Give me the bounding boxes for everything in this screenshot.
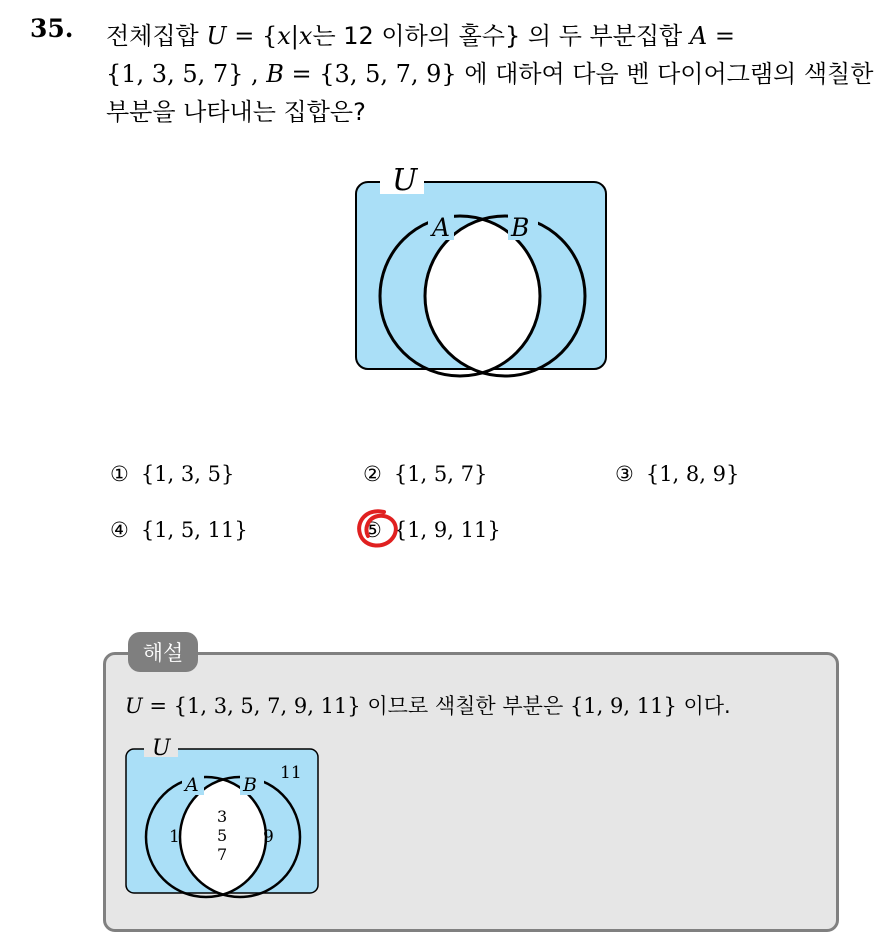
choice-4[interactable] — [110, 518, 248, 542]
answer-circle-mark — [354, 506, 400, 552]
choice-2[interactable] — [363, 462, 487, 486]
q1-suffix: 의 두 부분집합 — [520, 22, 690, 50]
q1-A: A — [689, 22, 708, 50]
set-a-label: A — [432, 213, 451, 242]
q1-U: U — [206, 22, 227, 50]
choice-3[interactable] — [615, 462, 739, 486]
q2-setB: = {3, 5, 7, 9} — [283, 60, 457, 88]
problem-number: 35. — [30, 14, 74, 43]
solution-tag: 해설 — [128, 632, 198, 672]
q2-B: B — [266, 60, 284, 88]
q1-x: x — [277, 22, 291, 50]
venn-diagram-main — [350, 160, 620, 385]
sol-intersection-value-1: 3 — [217, 807, 228, 826]
question-line-2 — [106, 54, 884, 89]
sol-universe-label: U — [152, 736, 171, 761]
choice-5-number: ⑤ — [363, 518, 382, 542]
choice-4-text: {1, 5, 11} — [140, 518, 248, 542]
set-b-label: B — [511, 213, 530, 242]
sol-answer: {1, 9, 11} — [569, 694, 677, 718]
sol-intersection-value-2: 5 — [217, 826, 228, 845]
q1-prefix: 전체집합 — [106, 22, 207, 50]
choice-3-text: {1, 8, 9} — [645, 462, 740, 486]
choice-1-text: {1, 3, 5} — [140, 462, 235, 486]
question-line-1 — [106, 16, 884, 51]
q1-cond: 는 12 이하의 홀수} — [312, 22, 521, 50]
q2-comma: , — [243, 60, 267, 88]
question-line-3: 부분을 나타내는 집합은? — [106, 98, 366, 126]
sol-b-only-value: 9 — [263, 827, 274, 847]
sol-intersection-value-3: 7 — [217, 845, 228, 864]
choice-4-number: ④ — [110, 518, 129, 542]
choice-2-number: ② — [363, 462, 382, 486]
solution-text — [125, 690, 731, 720]
q2-setA: {1, 3, 5, 7} — [106, 60, 244, 88]
universe-label: U — [392, 163, 418, 198]
sol-mid: 이므로 색칠한 부분은 — [360, 694, 570, 718]
sol-a-only-value: 1 — [169, 827, 180, 847]
sol-set: = {1, 3, 5, 7, 9, 11} — [142, 694, 361, 718]
q2-suffix: 에 대하여 다음 벤 다이어그램의 색칠한 — [456, 60, 874, 88]
q1-x2: x — [298, 22, 313, 50]
sol-end: 이다. — [676, 694, 731, 718]
sol-outside-value: 11 — [280, 763, 302, 783]
sol-U: U — [125, 694, 143, 718]
choice-3-number: ③ — [615, 462, 634, 486]
q1-bar: | — [290, 22, 299, 50]
venn-diagram-solution — [122, 735, 322, 900]
choice-1[interactable] — [110, 462, 234, 486]
answer-choices — [110, 460, 810, 550]
choice-1-number: ① — [110, 462, 129, 486]
choice-2-text: {1, 5, 7} — [393, 462, 488, 486]
choice-5-text: {1, 9, 11} — [393, 518, 501, 542]
q1-eq: = { — [226, 22, 278, 50]
sol-set-b-label: B — [243, 774, 257, 796]
q1-eq2: = — [707, 22, 735, 50]
sol-set-a-label: A — [185, 774, 199, 796]
